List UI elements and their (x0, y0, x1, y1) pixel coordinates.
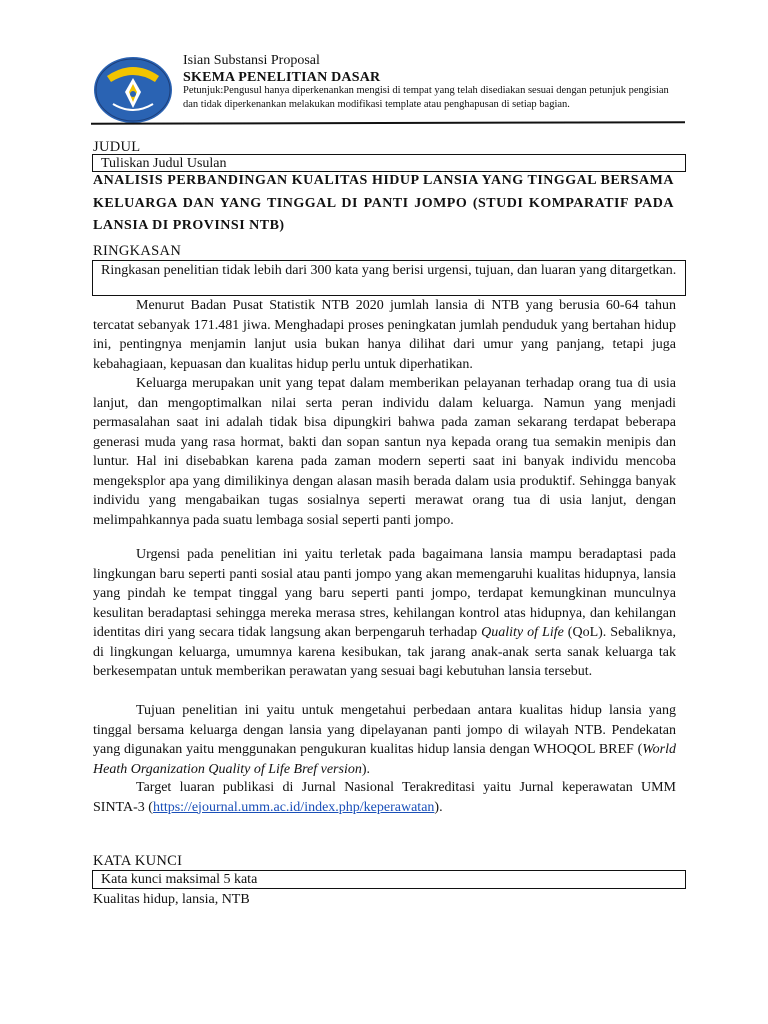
summary-paragraph-3-text-a: Urgensi pada penelitian ini yaitu terletak pada bagaimana lansia mampu beradaptasi pada lingkungan baru seperti panti sosial atau panti jompo yang akan memengaruhi kualitas hidupnya, lansia yang pindah ke tempat tinggal yang baru seperti panti jompo, terdapat kemungkinan munculnya kesulitan beradaptasi sehingga mereka merasa stres, kehilangan kontrol atas hidupnya, dan kehilangan identitas diri yang secara tidak langsung akan berpengaruh terhadap (93, 547, 676, 640)
summary-paragraph-5 (93, 778, 676, 817)
ringkasan-hint: Ringkasan penelitian tidak lebih dari 300 kata yang berisi urgensi, tujuan, dan luaran yang ditargetkan. (101, 263, 677, 278)
tut-wuri-handayani-logo (93, 56, 173, 124)
summary-paragraph-2: Keluarga merupakan unit yang tepat dalam memberikan pelayanan terhadap orang tua di usia lanjut, dan mengoptimalkan nilai serta peran individu dalam keluarga. Namun yang menjadi permasalahan saat ini adalah tidak bisa dipungkiri bahwa pada zaman sekarang terdapat beberapa generasi muda yang rasa hormat, bakti dan sopan santun nya kepada orang tua semakin menipis dan luntur. Hal ini disebabkan karena pada zaman modern seperti saat ini banyak individu mencoba mengeksplor apa yang dimilikinya dengan alasan masih berada dalam usia produktif. Sehingga banyak individu yang mengabaikan tugas sosialnya seperti merawat orang tua di usia lanjut, dengan melimpahkannya pada suatu lembaga sosial seperti panti jompo. (93, 376, 676, 528)
summary-paragraph-3-emphasis: Quality of Life (481, 625, 564, 640)
summary-paragraph-4-text-a: Tujuan penelitian ini yaitu untuk mengetahui perbedaan antara kualitas hidup lansia yang tinggal bersama keluarga dengan lansia yang dipelayanan panti jompo di wilayah NTB. Pendekatan yang digunakan yaitu menggunakan pengukuran kualitas hidup lansia dengan WHOQOL BREF ( (93, 703, 676, 757)
summary-paragraph-4-emphasis: World Heath Organization Quality of Life Bref version (93, 742, 676, 777)
summary-paragraph-4-text-b: ). (361, 761, 371, 777)
header-instruction: Petunjuk:Pengusul hanya diperkenankan mengisi di tempat yang telah disediakan sesuai dengan petunjuk pengisian dan tidak diperkenankan melakukan modifikasi template atau penghapusan di setiap bagian. (183, 85, 669, 110)
section-label-judul: JUDUL (93, 139, 141, 155)
journal-link[interactable]: https://ejournal.umm.ac.id/index.php/keperawatan (152, 799, 435, 815)
proposal-title: ANALISIS PERBANDINGAN KUALITAS HIDUP LANSIA YANG TINGGAL BERSAMA KELUARGA DAN YANG TINGGAL DI PANTI JOMPO (STUDI KOMPARATIF PADA LANSIA DI PROVINSI NTB) (93, 173, 674, 233)
summary-paragraph-3 (93, 545, 676, 682)
section-label-kata-kunci: KATA KUNCI (93, 853, 183, 869)
header-form-title: Isian Substansi Proposal (183, 53, 320, 68)
summary-paragraph-3-text-b: (QoL). Sebaliknya, di lingkungan keluarga, umumnya karena kesibukan, tak jarang anak-anak serta sanak keluarga tak berkesempatan untuk memberikan perawatan yang sesuai bagi kebutuhan lansia tersebut. (93, 625, 676, 679)
summary-paragraph-5-text-b: ). (434, 799, 443, 815)
kata-kunci-hint-box (92, 870, 686, 889)
summary-paragraph-4 (93, 701, 676, 779)
section-label-ringkasan: RINGKASAN (93, 243, 182, 259)
kata-kunci-hint: Kata kunci maksimal 5 kata (101, 872, 258, 887)
header-scheme-title: SKEMA PENELITIAN DASAR (183, 70, 381, 85)
ringkasan-hint-box (92, 260, 686, 296)
judul-hint: Tuliskan Judul Usulan (101, 156, 227, 171)
header-divider (91, 121, 685, 125)
summary-paragraph-5-text-a: Target luaran publikasi di Jurnal Nasional Terakreditasi yaitu Jurnal keperawatan UMM SINTA-3 ( (93, 780, 676, 815)
keywords-value: Kualitas hidup, lansia, NTB (93, 892, 250, 907)
summary-paragraph-1: Menurut Badan Pusat Statistik NTB 2020 jumlah lansia di NTB yang berusia 60-64 tahun tercatat sebanyak 171.481 jiwa. Menghadapi proses peningkatan jumlah penduduk yang bertahan hidup ini, pentingnya menjamin lanjut usia bukan hanya dilihat dari umur yang panjang, tetapi juga kebahagiaan, kepuasan dan kualitas hidup perlu untuk diperhatikan. (93, 298, 676, 372)
